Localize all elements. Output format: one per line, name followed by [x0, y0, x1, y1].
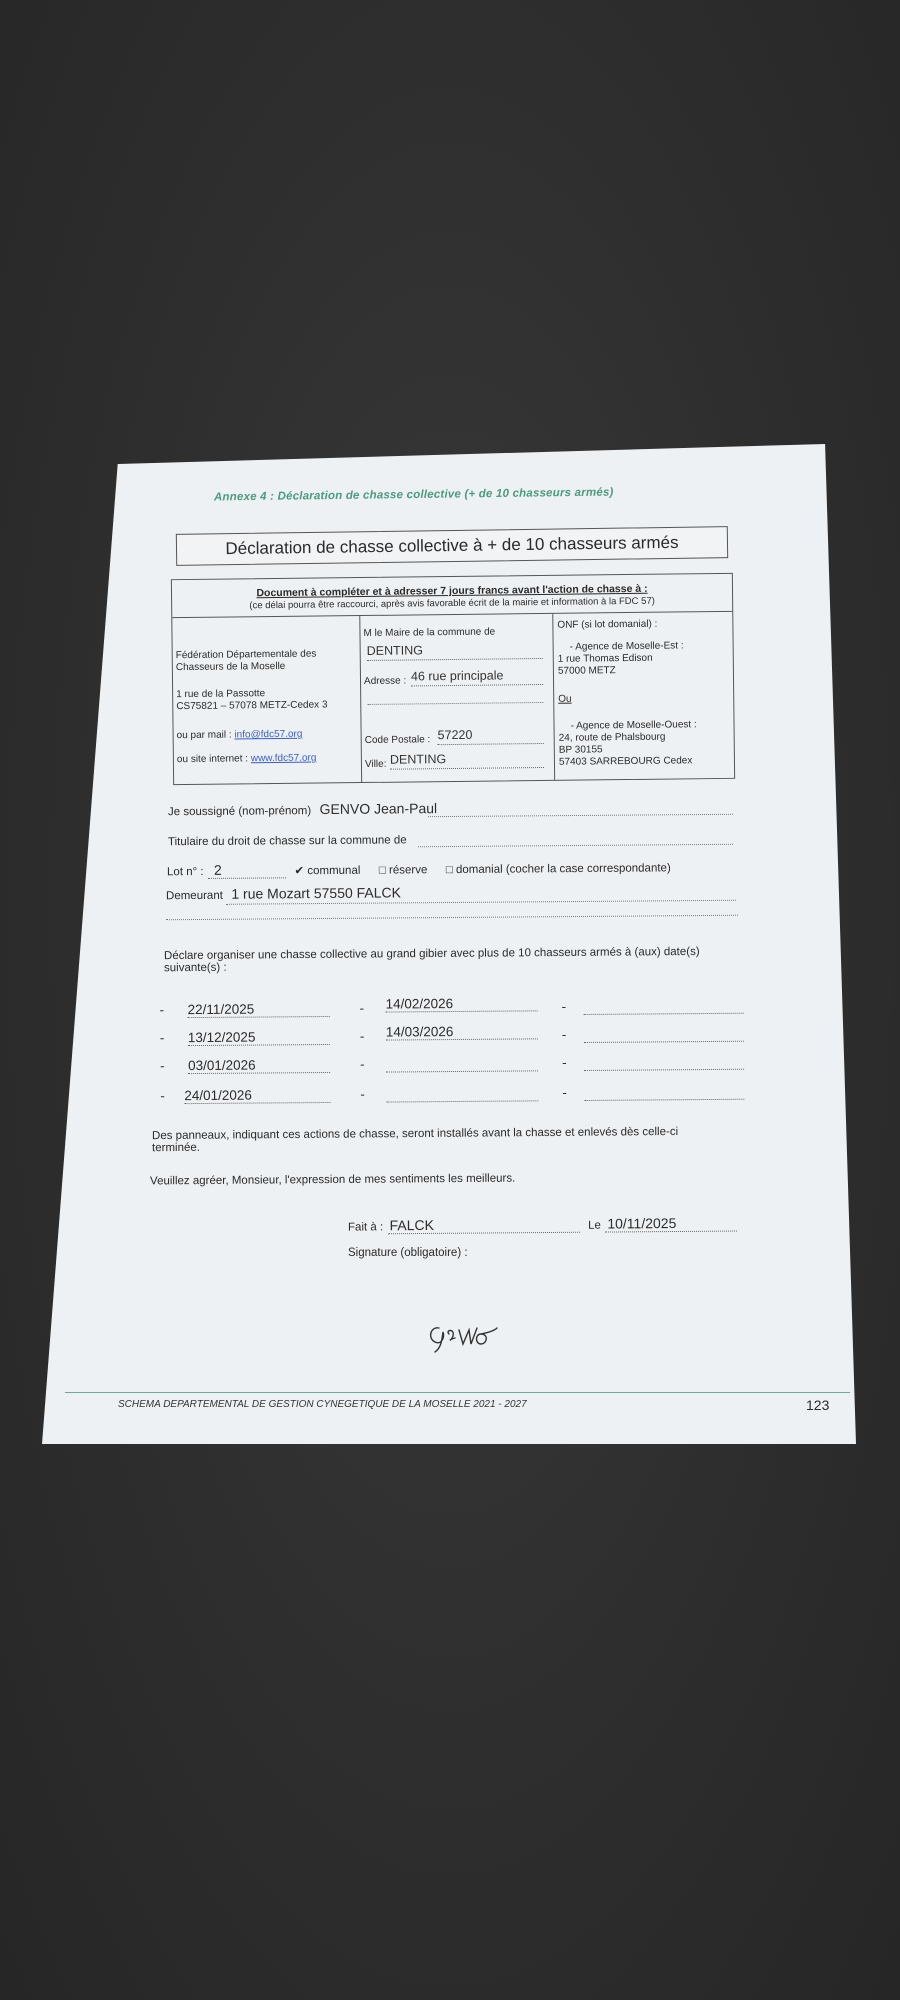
le-value: 10/11/2025 — [605, 1215, 737, 1233]
row-demeurant — [166, 882, 736, 908]
dash: - — [160, 1088, 165, 1104]
table-header-sub: (ce délai pourra être raccourci, après avis favorable écrit de la mairie et information à la FDC 57) — [249, 595, 655, 612]
mayor-label: M le Maire de la commune de — [363, 626, 496, 640]
column-onf — [553, 612, 733, 780]
mail-label: ou par mail : — [176, 729, 232, 742]
declare-line-2: suivante(s) : — [163, 961, 227, 975]
handwritten-signature — [425, 1316, 515, 1356]
reserve-label: réserve — [388, 864, 428, 877]
onf-west-address-3: 57403 SARREBOURG Cedex — [558, 755, 693, 768]
site-label: ou site internet : — [176, 753, 249, 766]
date-3-2 — [584, 1026, 744, 1043]
date-3-3 — [584, 1054, 744, 1071]
dates-grid — [160, 998, 751, 1115]
demeurant-label: Demeurant — [165, 889, 223, 903]
column-federation — [172, 616, 362, 784]
titulaire-label: Titulaire du droit de chasse sur la commune de — [167, 834, 407, 849]
dash: - — [159, 1030, 165, 1046]
city-value: DENTING — [390, 751, 544, 769]
date-1-2: 13/12/2025 — [188, 1029, 330, 1046]
annex-title: Annexe 4 : Déclaration de chasse collective (+ de 10 chasseurs armés) — [213, 486, 614, 504]
soussigne-label: Je soussigné (nom-prénom) — [167, 805, 312, 819]
dash: - — [561, 999, 567, 1015]
federation-mail — [177, 729, 303, 743]
dash: - — [561, 1055, 567, 1071]
communal-label: communal — [307, 864, 361, 878]
soussigne-line — [428, 814, 733, 817]
fait-label: Fait à : — [347, 1221, 384, 1234]
date-1-3: 03/01/2026 — [188, 1057, 330, 1074]
postal-label: Code Postale : — [364, 734, 431, 747]
city-label: Ville: — [364, 758, 387, 771]
page-number: 123 — [806, 1397, 830, 1413]
form-title-box: Déclaration de chasse collective à + de 10 chasseurs armés — [176, 526, 728, 566]
onf-or-label: Ou — [558, 693, 572, 705]
onf-label: ONF (si lot domanial) : — [557, 618, 658, 631]
panneaux-line-2: terminée. — [151, 1141, 200, 1155]
declare-line-1: Déclare organiser une chasse collective au grand gibier avec plus de 10 chasseurs armés à (aux) date(s) — [163, 945, 700, 963]
dash: - — [159, 1002, 165, 1018]
table-header-main: Document à compléter et à adresser 7 jours francs avant l'action de chasse à : — [256, 582, 648, 600]
column-mayor — [360, 614, 555, 782]
date-2-3 — [386, 1055, 538, 1072]
postal-value: 57220 — [438, 727, 544, 745]
recipients-table — [171, 573, 735, 785]
date-3-1 — [584, 998, 744, 1015]
dash: - — [561, 1027, 567, 1043]
table-header — [172, 574, 732, 618]
lot-value: 2 — [208, 861, 286, 879]
onf-east-address-1: 1 rue Thomas Edison — [557, 652, 653, 665]
date-3-4 — [584, 1084, 744, 1101]
onf-west-address-2: BP 30155 — [558, 744, 603, 756]
dash: - — [360, 1086, 365, 1102]
signature-label: Signature (obligatoire) : — [348, 1247, 468, 1259]
dash: - — [160, 1058, 165, 1074]
mail-link[interactable]: info@fdc57.org — [234, 728, 303, 741]
checkbox-domanial[interactable] — [446, 862, 671, 876]
footer-divider — [65, 1392, 850, 1393]
lot-label: Lot n° : — [166, 865, 204, 879]
demeurant-value: 1 rue Mozart 57550 FALCK — [231, 884, 402, 902]
address-extra-line — [367, 702, 543, 705]
dash: - — [359, 1000, 365, 1016]
onf-east-address-2: 57000 METZ — [557, 665, 616, 677]
federation-address-2: CS75821 – 57078 METZ-Cedex 3 — [176, 699, 328, 713]
checkbox-reserve[interactable] — [379, 864, 428, 876]
empty-box-icon: □ — [378, 864, 386, 877]
federation-name-2: Chasseurs de la Moselle — [175, 660, 286, 674]
federation-address-1: 1 rue de la Passotte — [176, 688, 266, 701]
onf-west-title: - Agence de Moselle-Ouest : — [570, 719, 697, 732]
check-icon: ✔ — [294, 865, 305, 878]
soussigne-value: GENVO Jean-Paul — [319, 800, 438, 818]
date-1-1: 22/11/2025 — [188, 1001, 330, 1018]
federation-site — [177, 753, 317, 767]
date-1-4: 24/01/2026 — [184, 1087, 330, 1104]
federation-name-1: Fédération Départementale des — [175, 648, 317, 662]
row-fait — [348, 1214, 750, 1237]
date-2-1: 14/02/2026 — [386, 995, 538, 1012]
le-label: Le — [588, 1219, 601, 1232]
titulaire-line — [418, 844, 733, 847]
dash: - — [360, 1056, 365, 1072]
dash: - — [359, 1028, 365, 1044]
panneaux-line-1: Des panneaux, indiquant ces actions de chasse, seront installés avant la chasse et enlevés dès celle-ci — [151, 1125, 679, 1143]
onf-west-address-1: 24, route de Phalsbourg — [558, 731, 666, 744]
onf-east-title: - Agence de Moselle-Est : — [569, 640, 684, 653]
agreer-text: Veuillez agréer, Monsieur, l'expression de mes sentiments les meilleurs. — [149, 1172, 516, 1188]
dash: - — [562, 1085, 567, 1101]
fait-value: FALCK — [388, 1216, 580, 1235]
footer-text: SCHEMA DEPARTEMENTAL DE GESTION CYNEGETIQUE DE LA MOSELLE 2021 - 2027 — [118, 1399, 527, 1410]
site-link[interactable]: www.fdc57.org — [250, 752, 317, 765]
address-value: 46 rue principale — [411, 668, 543, 686]
date-2-2: 14/03/2026 — [386, 1023, 538, 1040]
address-label: Adresse : — [363, 675, 407, 688]
checkbox-communal[interactable] — [294, 865, 360, 878]
date-2-4 — [386, 1085, 538, 1102]
empty-box-icon: □ — [445, 864, 453, 877]
commune-value: DENTING — [367, 642, 543, 661]
domanial-label: domanial (cocher la case correspondante) — [455, 862, 671, 877]
